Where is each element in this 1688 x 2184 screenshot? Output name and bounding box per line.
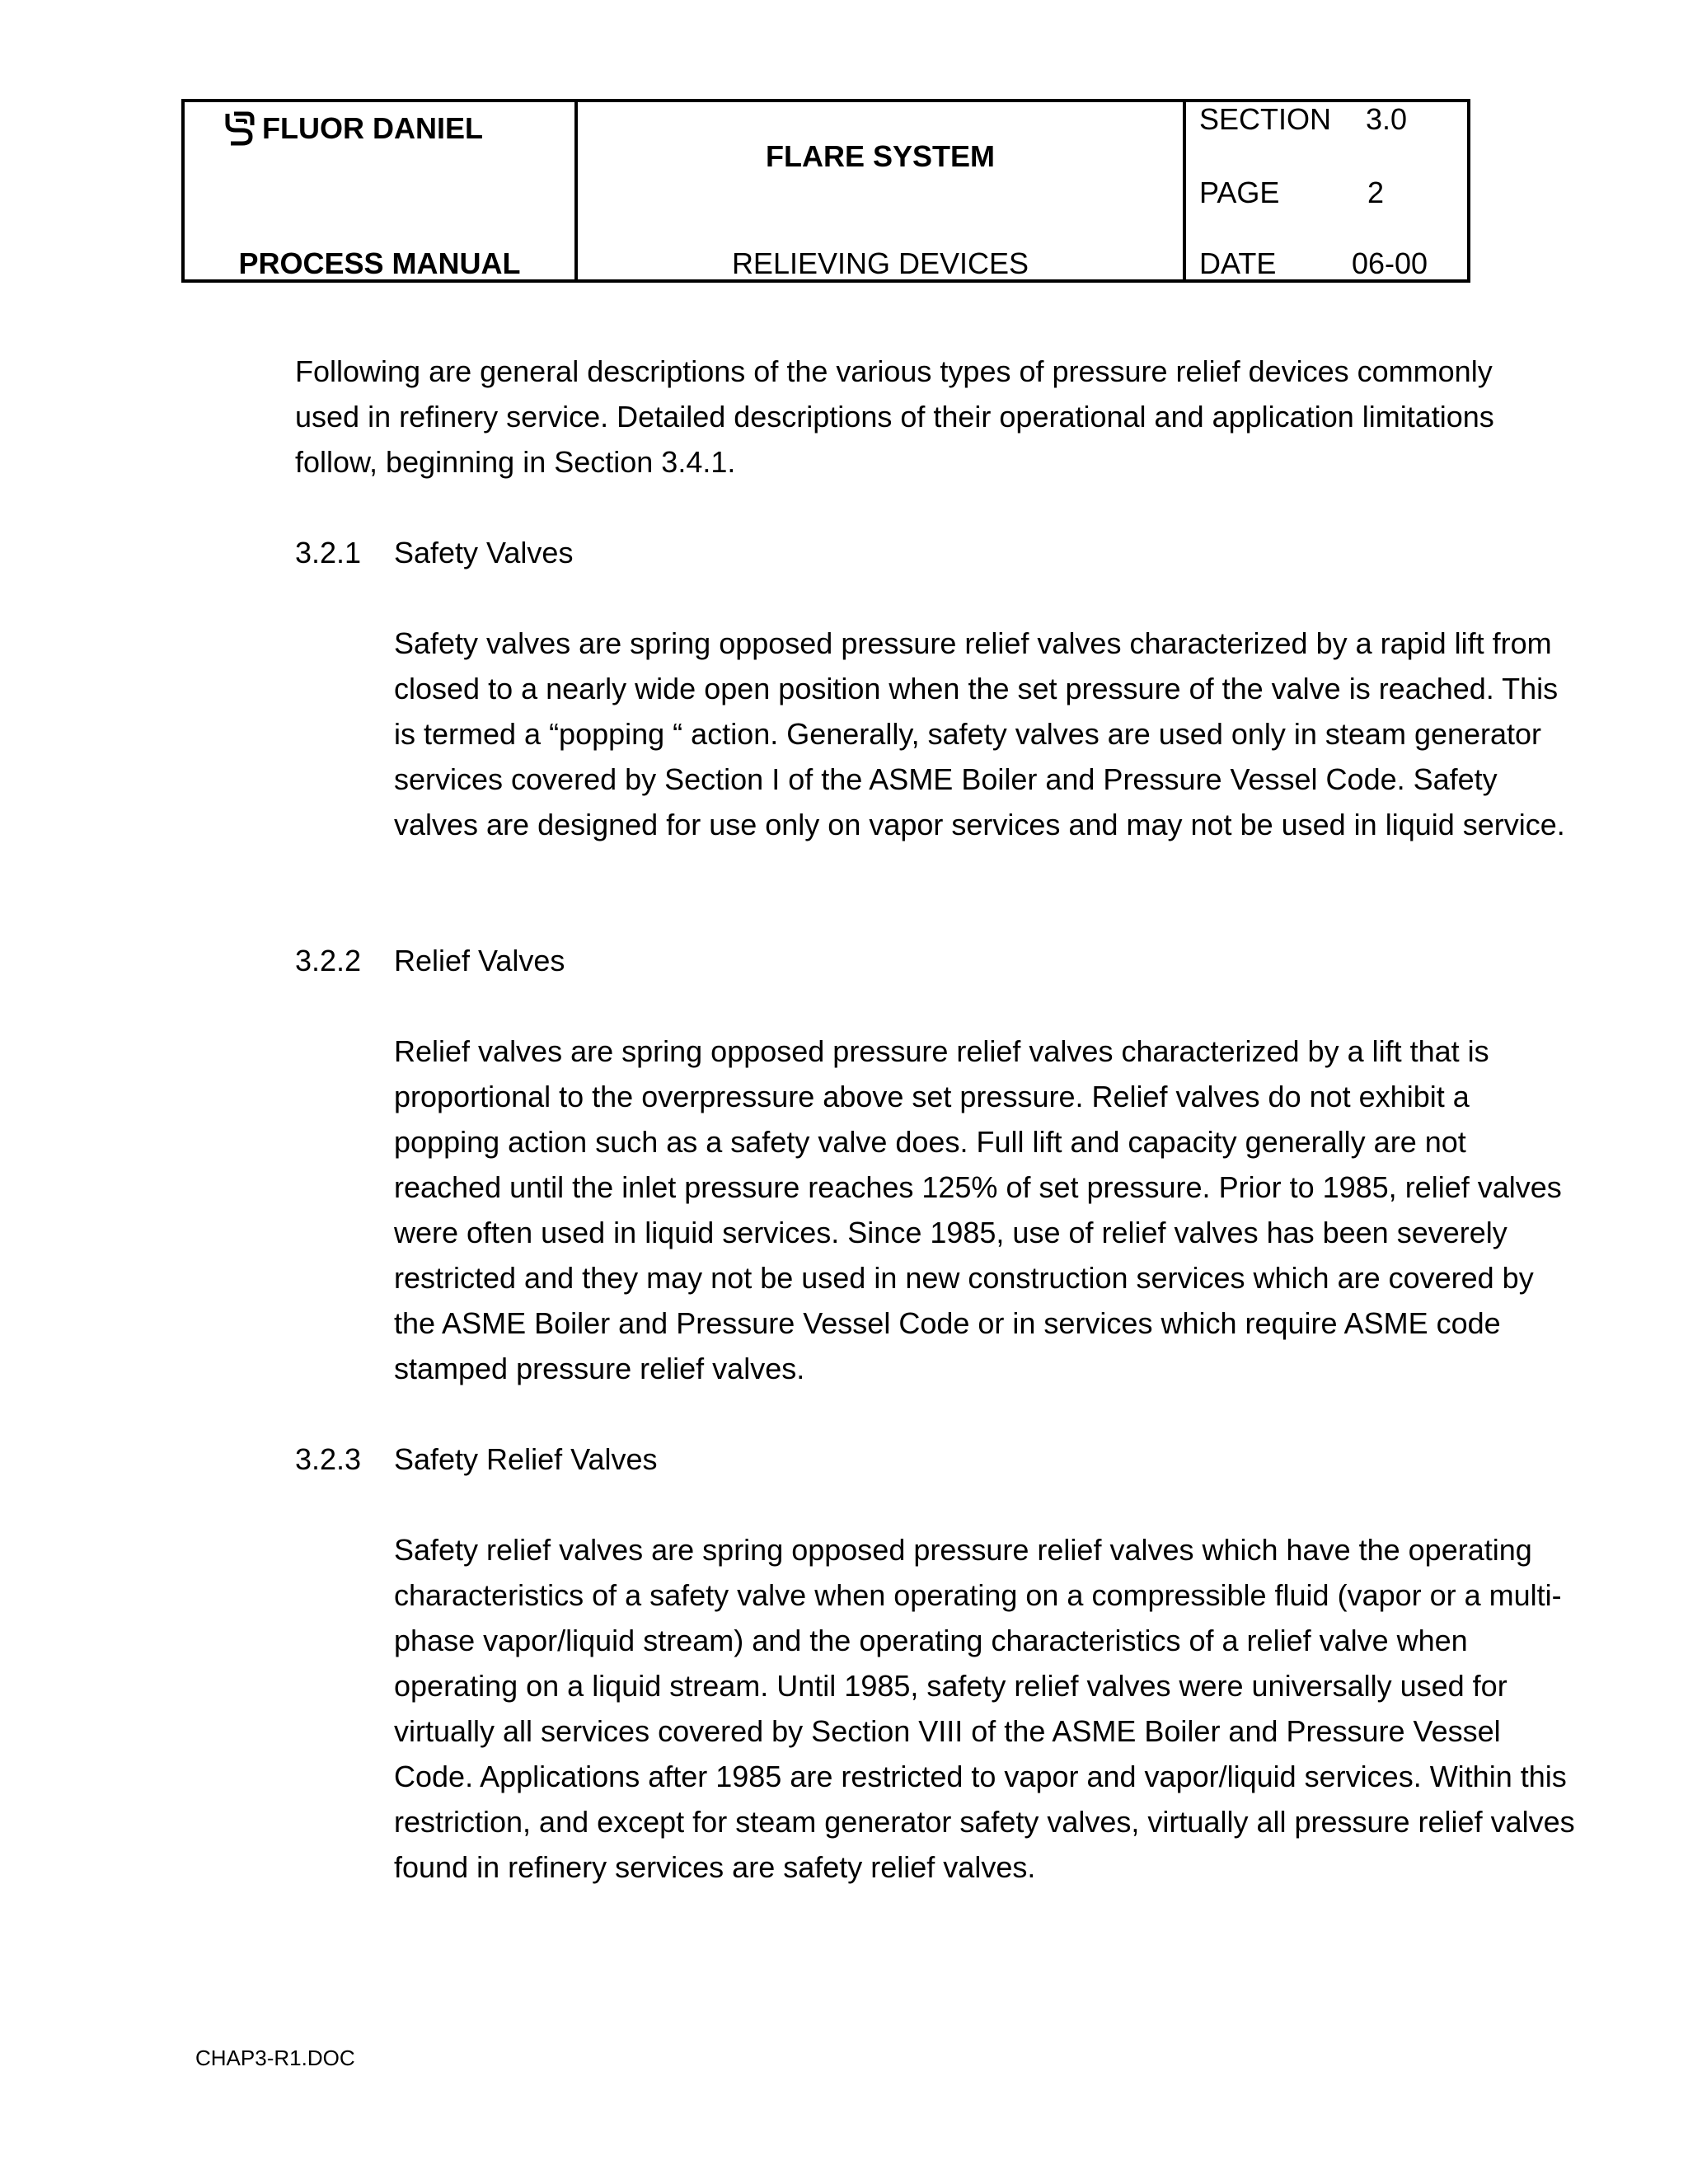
page-row [1199, 176, 1385, 210]
fluor-logo-icon [223, 110, 256, 147]
footer-filename: CHAP3-R1.DOC [195, 2046, 355, 2070]
date-label: DATE [1199, 246, 1277, 280]
system-title: FLARE SYSTEM [765, 139, 995, 173]
date-value: 06-00 [1352, 246, 1428, 280]
page-label: PAGE [1199, 176, 1280, 209]
company-name: FLUOR DANIEL [262, 111, 483, 145]
section-value: 3.0 [1366, 102, 1408, 136]
company-name-block [223, 110, 483, 147]
document-header [181, 99, 1470, 283]
system-subtitle: RELIEVING DEVICES [731, 246, 1029, 280]
intro-paragraph: Following are general descriptions of the various types of pressure relief devices commonly used in refinery service. Detailed descriptions of their operational and application limitations follow, beginning in Section 3.4.1. [295, 354, 1494, 479]
date-row [1199, 246, 1428, 281]
header-company-cell [185, 102, 578, 279]
header-title-cell [578, 102, 1186, 279]
section-heading-3-2-1 [295, 530, 573, 575]
section-title: Safety Relief Valves [394, 1442, 658, 1476]
section-number: 3.2.3 [295, 1442, 362, 1476]
header-meta-cell [1186, 102, 1467, 279]
section-label: SECTION [1199, 102, 1332, 136]
section-number: 3.2.2 [295, 944, 362, 977]
manual-name: PROCESS MANUAL [238, 246, 521, 280]
section-heading-3-2-3 [295, 1436, 657, 1482]
section-row [1199, 102, 1408, 137]
section-number: 3.2.1 [295, 536, 362, 569]
page-value: 2 [1367, 176, 1385, 209]
section-title: Safety Valves [394, 536, 574, 569]
section-heading-3-2-2 [295, 938, 565, 983]
section-body-3-2-2: Relief valves are spring opposed pressure relief valves characterized by a lift that is proportional to the overpressure above set pressure. Relief valves do not exhibit a popping action such as a safety valve does. Full lift and capacity generally are not reached until the inlet pressure reaches 125% of set pressure. Prior to 1985, relief valves were often used in liquid services. Since 1985, use of relief valves has been severely restricted and they may not be used in new construction services which are covered by the ASME Boiler and Pressure Vessel Code or in services which require ASME code stamped pressure relief valves. [394, 1034, 1562, 1385]
section-title: Relief Valves [394, 944, 565, 977]
section-body-3-2-3: Safety relief valves are spring opposed pressure relief valves which have the operating characteristics of a safety valve when operating on a compressible fluid (vapor or a multi-phase vapor/liquid stream) and the operating characteristics of a relief valve when operating on a liquid stream. Until 1985, safety relief valves were universally used for virtually all services covered by Section VIII of the ASME Boiler and Pressure Vessel Code. Applications after 1985 are restricted to vapor and vapor/liquid services. Within this restriction, and except for steam generator safety valves, virtually all pressure relief valves found in refinery services are safety relief valves. [394, 1533, 1575, 1884]
section-body-3-2-1: Safety valves are spring opposed pressure relief valves characterized by a rapid lift from closed to a nearly wide open position when the set pressure of the valve is reached. This is termed a “popping “ action. Generally, safety valves are used only in steam generator services covered by Section I of the ASME Boiler and Pressure Vessel Code. Safety valves are designed for use only on vapor services and may not be used in liquid service. [394, 626, 1565, 841]
